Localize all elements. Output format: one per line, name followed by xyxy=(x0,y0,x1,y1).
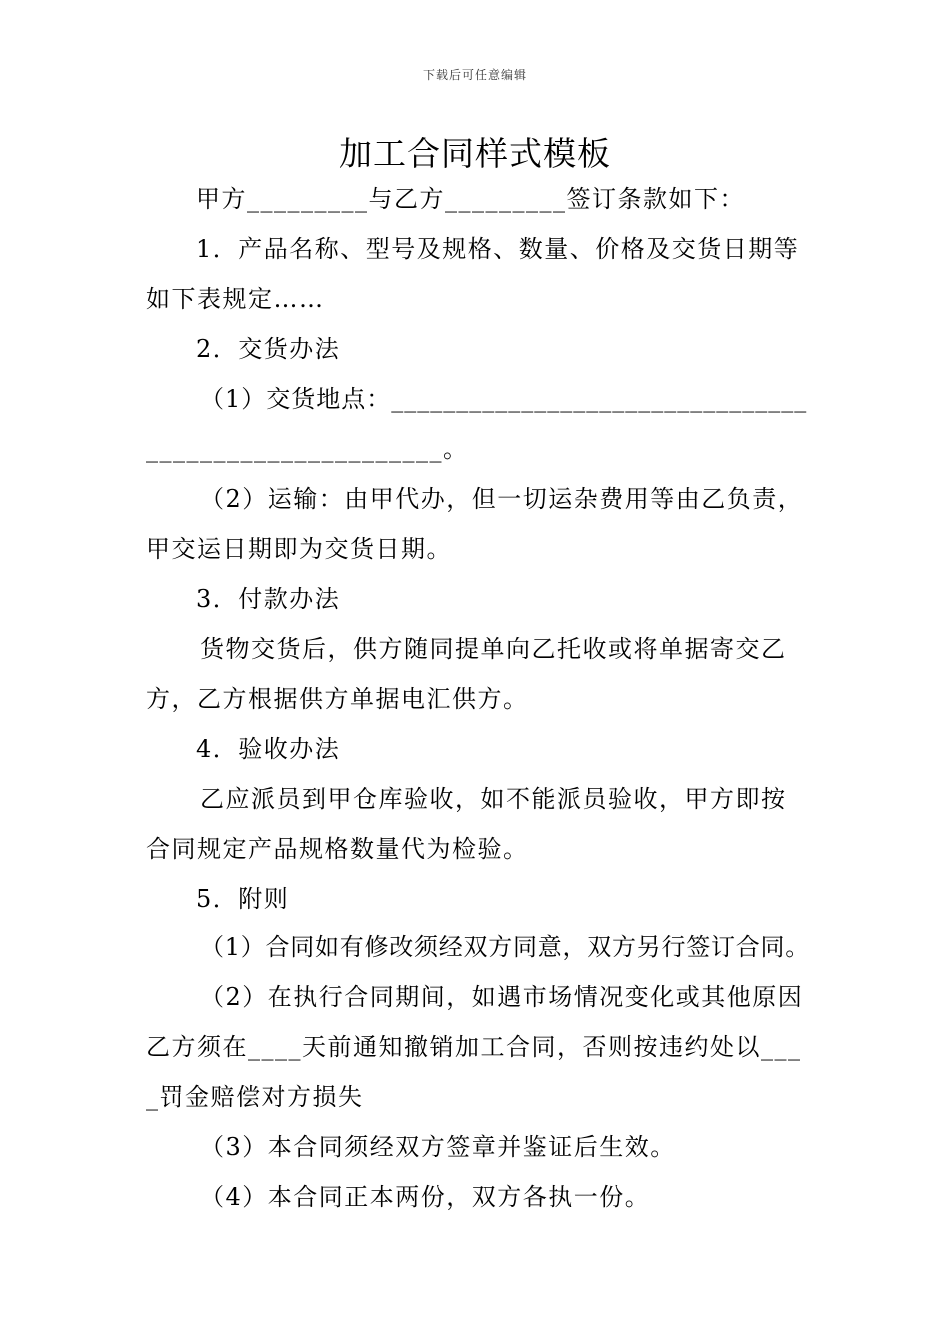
header-note: 下载后可任意编辑 xyxy=(422,68,527,82)
clause-4-heading: 4．验收办法 xyxy=(196,735,341,763)
clause-1-line-1: 1．产品名称、型号及规格、数量、价格及交货日期等 xyxy=(196,235,800,263)
clause-3-heading: 3．付款办法 xyxy=(196,585,341,613)
clause-5-2-line-2: 乙方须在____天前通知撤销加工合同，否则按违约处以___ xyxy=(146,1033,802,1061)
clause-5-2-line-3: _罚金赔偿对方损失 xyxy=(146,1083,364,1111)
clause-4-line-1: 乙应派员到甲仓库验收，如不能派员验收，甲方即按 xyxy=(200,785,787,813)
document-title: 加工合同样式模板 xyxy=(339,134,611,173)
clause-2-heading: 2．交货办法 xyxy=(196,335,341,363)
clause-2-1-line-1: （1）交货地点：________________________________ xyxy=(200,385,808,413)
clause-2-2-line-2: 甲交运日期即为交货日期。 xyxy=(146,535,452,563)
clause-4-line-2: 合同规定产品规格数量代为检验。 xyxy=(146,835,529,863)
clause-3-line-1: 货物交货后，供方随同提单向乙托收或将单据寄交乙 xyxy=(200,635,787,663)
clause-3-line-2: 方，乙方根据供方单据电汇供方。 xyxy=(146,685,529,713)
intro-parties-line: 甲方_________与乙方_________签订条款如下： xyxy=(196,185,745,213)
clause-2-2-line-1: （2）运输：由甲代办，但一切运杂费用等由乙负责， xyxy=(200,485,804,513)
clause-2-1-line-2: ______________________。 xyxy=(146,435,469,463)
clause-1-line-2: 如下表规定…… xyxy=(146,285,325,313)
clause-5-4-line: （4）本合同正本两份，双方各执一份。 xyxy=(200,1183,651,1211)
clause-5-2-line-1: （2）在执行合同期间，如遇市场情况变化或其他原因 xyxy=(200,983,804,1011)
clause-5-3-line: （3）本合同须经双方签章并鉴证后生效。 xyxy=(200,1133,676,1161)
clause-5-1-line: （1）合同如有修改须经双方同意，双方另行签订合同。 xyxy=(200,933,811,961)
clause-5-heading: 5．附则 xyxy=(196,885,290,913)
